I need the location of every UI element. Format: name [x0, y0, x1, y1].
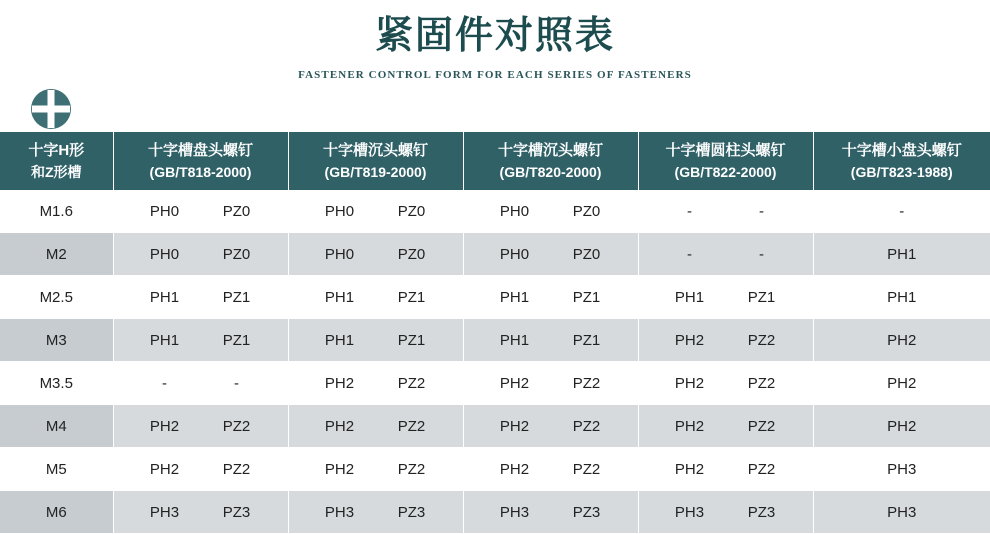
cell-ph: PH2: [499, 417, 530, 435]
cell-gb822: [638, 319, 813, 362]
cell-pz: PZ0: [572, 245, 601, 263]
cell-pz: PZ0: [397, 202, 426, 220]
cell-ph: PH3: [149, 503, 180, 521]
cell-gb819: [288, 190, 463, 233]
cell-pz: PZ1: [747, 288, 776, 306]
cell-gb819: [288, 491, 463, 534]
page-title: 紧固件对照表: [374, 15, 615, 57]
cell-size: M1.6: [0, 190, 113, 233]
cell-ph: PH2: [324, 417, 355, 435]
cell-pz: PZ0: [572, 202, 601, 220]
cell-pz: PZ1: [397, 288, 426, 306]
cell-ph: PH2: [674, 417, 705, 435]
cell-size: M2: [0, 233, 113, 276]
cell-gb823: PH3: [813, 448, 990, 491]
cell-gb819: [288, 233, 463, 276]
cell-gb818: [113, 491, 288, 534]
cell-pz: PZ2: [747, 331, 776, 349]
cell-pz: PZ1: [397, 331, 426, 349]
cell-gb823: PH2: [813, 362, 990, 405]
cell-gb822: [638, 190, 813, 233]
cell-gb820: [463, 491, 638, 534]
cell-gb822: [638, 491, 813, 534]
cell-gb818: [113, 448, 288, 491]
table-row: [0, 190, 990, 233]
cell-ph: PH3: [324, 503, 355, 521]
cell-gb822: [638, 233, 813, 276]
cell-pz: PZ0: [397, 245, 426, 263]
cell-ph: -: [687, 202, 692, 220]
cell-gb818: [113, 276, 288, 319]
column-header-gb820-line1: 十字槽沉头螺钉: [497, 142, 603, 159]
cell-ph: PH1: [324, 288, 355, 306]
cell-pz: PZ2: [572, 417, 601, 435]
fastener-comparison-table: [0, 132, 990, 534]
cell-gb822: [638, 362, 813, 405]
cell-ph: PH0: [149, 202, 180, 220]
column-header-gb819-line1: 十字槽沉头螺钉: [322, 142, 428, 159]
cell-pz: PZ3: [222, 503, 251, 521]
cell-gb819: [288, 319, 463, 362]
cell-pz: -: [234, 374, 239, 392]
cell-gb818: [113, 319, 288, 362]
table-row: [0, 362, 990, 405]
cell-gb823: PH3: [813, 491, 990, 534]
cell-gb823: PH2: [813, 319, 990, 362]
cell-gb823: -: [813, 190, 990, 233]
cell-pz: PZ2: [572, 460, 601, 478]
title-block: [0, 0, 990, 81]
cell-pz: PZ2: [397, 417, 426, 435]
cell-gb822: [638, 405, 813, 448]
cell-ph: PH1: [499, 331, 530, 349]
table-row: [0, 405, 990, 448]
column-header-size-line1: 十字H形: [28, 142, 85, 159]
column-header-gb819-line2: (GB/T819-2000): [324, 163, 427, 180]
table-row: [0, 233, 990, 276]
cell-ph: PH2: [149, 460, 180, 478]
cell-gb820: [463, 362, 638, 405]
cell-pz: PZ2: [747, 417, 776, 435]
cell-ph: PH2: [674, 331, 705, 349]
cell-size: M4: [0, 405, 113, 448]
cell-pz: PZ2: [397, 374, 426, 392]
cell-ph: PH2: [499, 374, 530, 392]
cell-size: M5: [0, 448, 113, 491]
column-header-gb818: [113, 132, 288, 190]
cell-pz: PZ2: [747, 374, 776, 392]
cell-ph: PH1: [674, 288, 705, 306]
cell-pz: PZ3: [397, 503, 426, 521]
cell-ph: PH2: [499, 460, 530, 478]
cell-ph: -: [162, 374, 167, 392]
cell-ph: PH0: [324, 202, 355, 220]
page-subtitle: FASTENER CONTROL FORM FOR EACH SERIES OF FASTENERS: [298, 68, 692, 81]
cross-slot-screw-head-icon: [30, 88, 72, 130]
cell-pz: PZ3: [747, 503, 776, 521]
cell-ph: PH1: [324, 331, 355, 349]
cell-ph: PH0: [499, 245, 530, 263]
cell-gb822: [638, 448, 813, 491]
cell-ph: PH2: [324, 460, 355, 478]
cell-gb819: [288, 405, 463, 448]
cell-pz: PZ1: [572, 331, 601, 349]
cell-gb822: [638, 276, 813, 319]
cell-ph: PH0: [324, 245, 355, 263]
column-header-gb823: [813, 132, 990, 190]
cell-size: M6: [0, 491, 113, 534]
cell-gb820: [463, 448, 638, 491]
column-header-gb818-line2: (GB/T818-2000): [149, 163, 252, 180]
cell-gb823: PH1: [813, 276, 990, 319]
cell-gb818: [113, 405, 288, 448]
column-header-size-line2: 和Z形槽: [30, 163, 82, 180]
cell-ph: PH0: [499, 202, 530, 220]
cell-pz: PZ1: [222, 331, 251, 349]
cell-ph: PH1: [499, 288, 530, 306]
table-row: [0, 448, 990, 491]
cell-gb818: [113, 233, 288, 276]
column-header-gb822: [638, 132, 813, 190]
cell-gb820: [463, 319, 638, 362]
cell-pz: -: [759, 245, 764, 263]
cell-gb819: [288, 276, 463, 319]
table-row: [0, 319, 990, 362]
table-row: [0, 491, 990, 534]
column-header-size: [0, 132, 113, 190]
table-row: [0, 276, 990, 319]
cell-ph: PH3: [499, 503, 530, 521]
column-header-gb820-line2: (GB/T820-2000): [499, 163, 602, 180]
table-header-row: [0, 132, 990, 190]
cell-gb820: [463, 190, 638, 233]
cell-size: M3.5: [0, 362, 113, 405]
column-header-gb818-line1: 十字槽盘头螺钉: [147, 142, 253, 159]
column-header-gb819: [288, 132, 463, 190]
cell-pz: PZ2: [222, 460, 251, 478]
cell-pz: PZ0: [222, 245, 251, 263]
cell-size: M2.5: [0, 276, 113, 319]
cell-pz: PZ2: [222, 417, 251, 435]
cell-pz: PZ1: [572, 288, 601, 306]
cell-gb823: PH1: [813, 233, 990, 276]
column-header-gb820: [463, 132, 638, 190]
cell-pz: PZ2: [747, 460, 776, 478]
column-header-gb822-line2: (GB/T822-2000): [674, 163, 777, 180]
cell-ph: PH0: [149, 245, 180, 263]
cell-ph: PH3: [674, 503, 705, 521]
cell-pz: PZ0: [222, 202, 251, 220]
cell-pz: PZ2: [572, 374, 601, 392]
cell-size: M3: [0, 319, 113, 362]
cell-gb820: [463, 405, 638, 448]
cell-gb820: [463, 276, 638, 319]
cell-ph: -: [687, 245, 692, 263]
column-header-gb823-line1: 十字槽小盘头螺钉: [841, 142, 962, 159]
cell-ph: PH2: [674, 460, 705, 478]
cell-ph: PH2: [324, 374, 355, 392]
cell-gb818: [113, 190, 288, 233]
cell-pz: PZ1: [222, 288, 251, 306]
cell-pz: -: [759, 202, 764, 220]
cell-gb819: [288, 448, 463, 491]
cell-gb820: [463, 233, 638, 276]
cell-ph: PH2: [149, 417, 180, 435]
cell-gb823: PH2: [813, 405, 990, 448]
column-header-gb823-line2: (GB/T823-1988): [850, 163, 953, 180]
cell-gb818: [113, 362, 288, 405]
cell-gb819: [288, 362, 463, 405]
cell-pz: PZ3: [572, 503, 601, 521]
cell-ph: PH2: [674, 374, 705, 392]
cell-ph: PH1: [149, 331, 180, 349]
cell-ph: PH1: [149, 288, 180, 306]
cell-pz: PZ2: [397, 460, 426, 478]
column-header-gb822-line1: 十字槽圆柱头螺钉: [665, 142, 786, 159]
